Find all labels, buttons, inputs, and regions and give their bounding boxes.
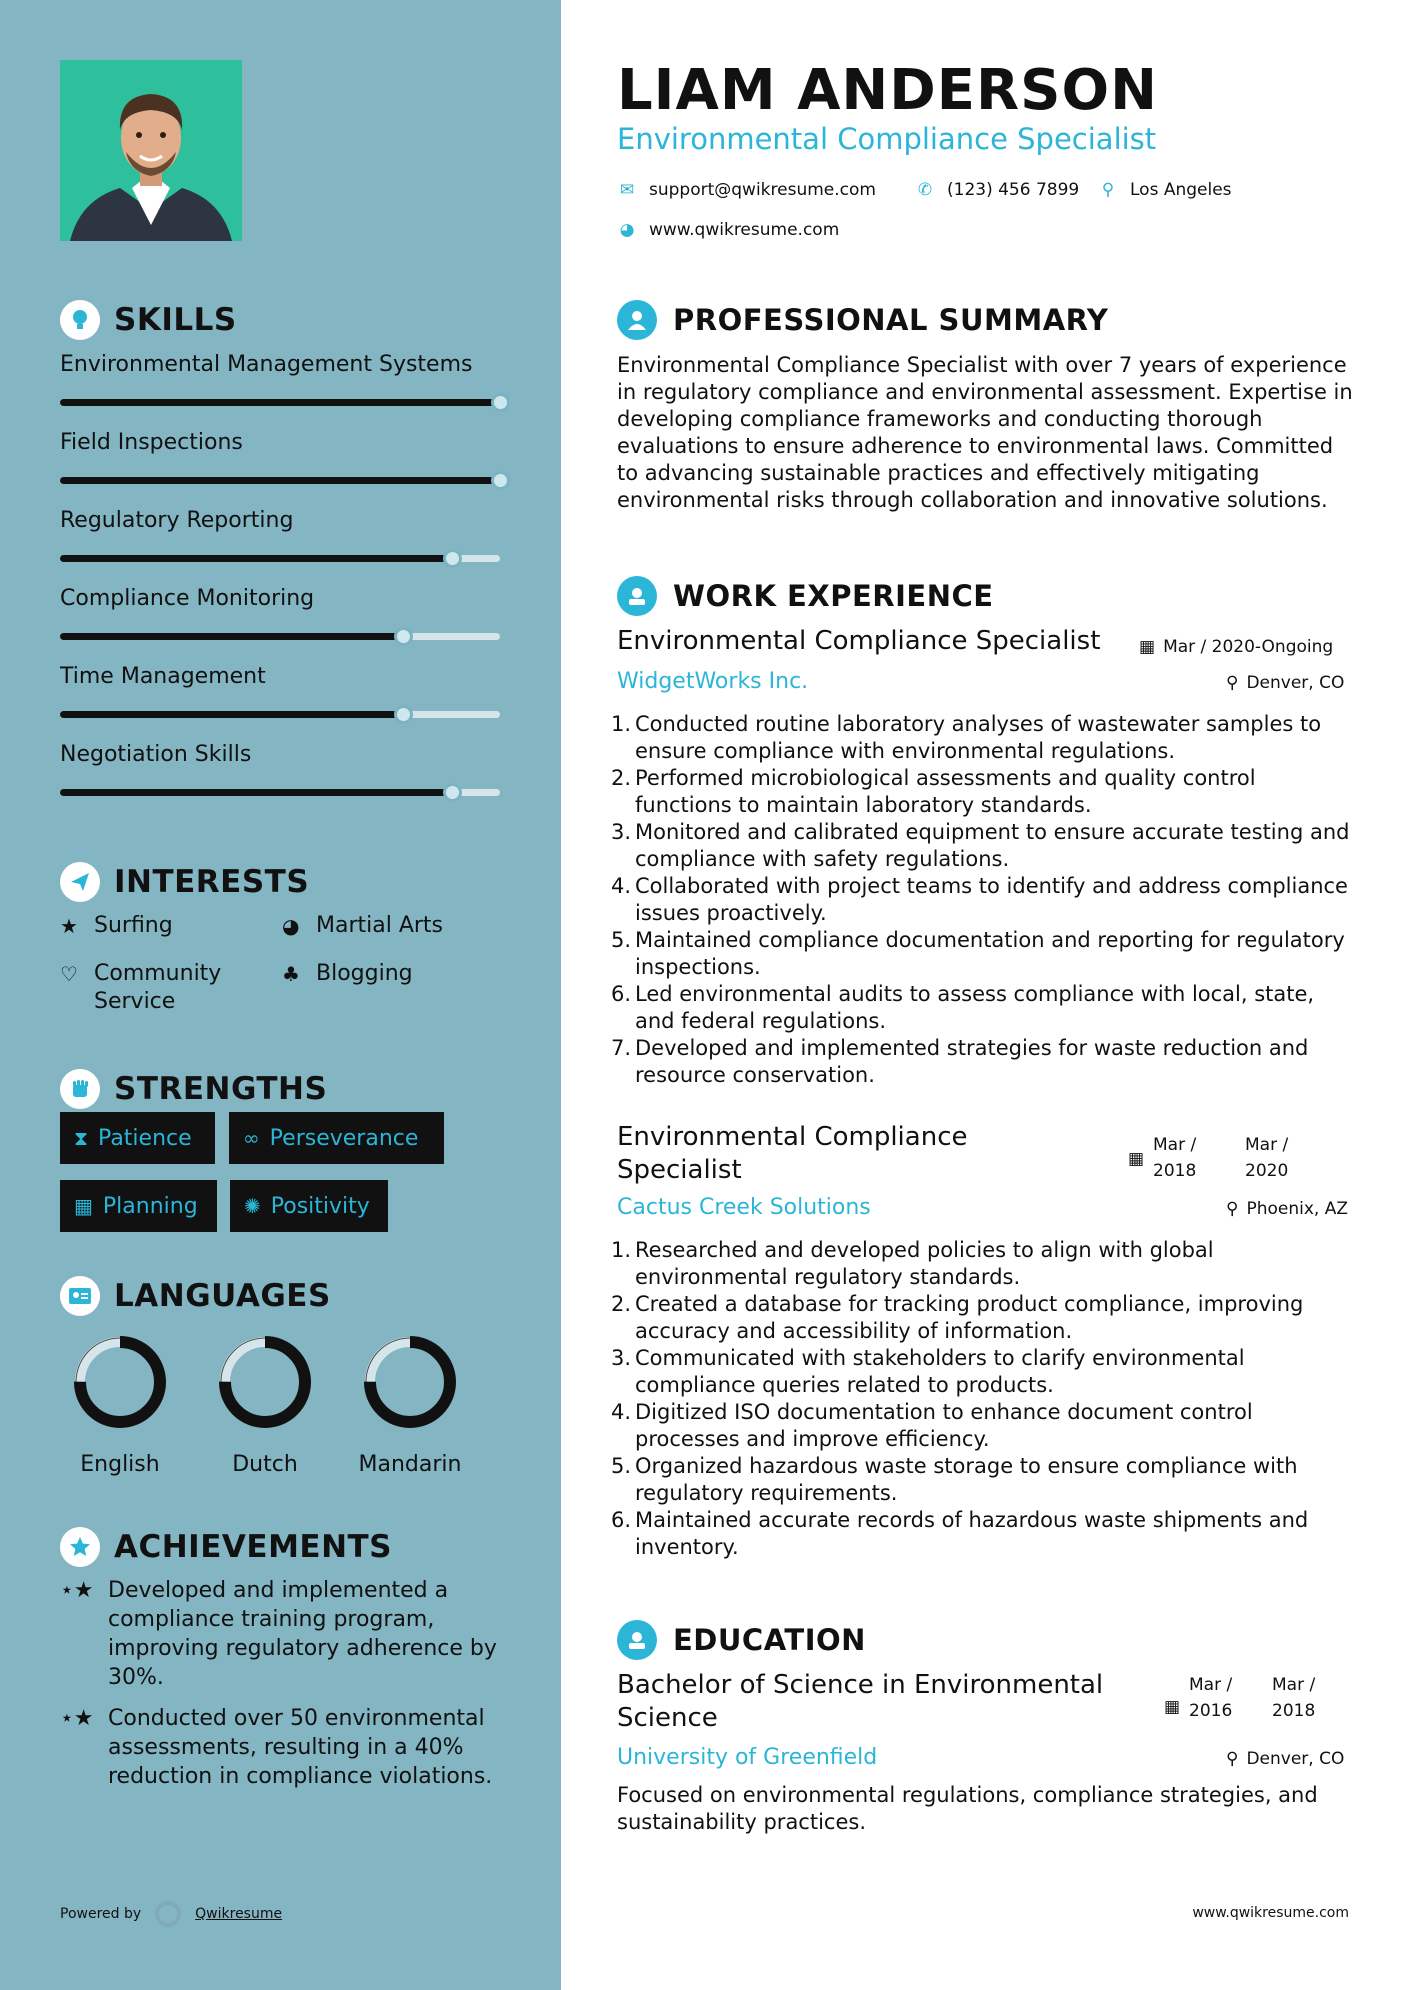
interest-item (282, 960, 413, 988)
id-card-icon (60, 1276, 100, 1316)
skill-name: Time Management (60, 664, 266, 689)
degree-title: Bachelor of Science in Environmental Science (617, 1670, 1104, 1733)
contact-phone[interactable] (915, 180, 1079, 200)
phone-icon: ✆ (917, 180, 933, 200)
skill-bar (60, 555, 500, 562)
sidebar (0, 0, 561, 1990)
language-name: Dutch (232, 1452, 298, 1477)
edu-description: Focused on environmental regulations, compliance strategies, and sustainability practices. (617, 1783, 1318, 1834)
skill-bar-knob (443, 549, 462, 568)
interest-label: Blogging (316, 961, 413, 986)
job-bullet: 5. Organized hazardous waste storage to ensure compliance with regulatory requirements. (610, 1453, 1355, 1507)
user-icon (617, 300, 657, 340)
skill-bar-knob (394, 627, 413, 646)
map-pin-icon: ⚲ (1101, 180, 1115, 200)
experience-heading (617, 576, 994, 616)
interests-title: INTERESTS (114, 864, 310, 900)
envelope-icon: ✉ (619, 180, 635, 200)
interests-heading (60, 862, 309, 902)
skill-bar-fill (60, 477, 500, 484)
job-bullet: 2. Created a database for tracking product compliance, improving accuracy and accessibility of information. (610, 1291, 1355, 1345)
language-item (205, 1332, 325, 1477)
skills-title: SKILLS (114, 302, 237, 338)
interest-label: Community Service (94, 961, 222, 1014)
company-name: WidgetWorks Inc. (617, 669, 809, 694)
globe-icon: ◕ (282, 914, 300, 938)
skill-name: Field Inspections (60, 430, 243, 455)
languages-title: LANGUAGES (114, 1278, 331, 1314)
strength-chip (230, 1180, 388, 1232)
interest-item (60, 960, 260, 1016)
job-location (1226, 673, 1344, 693)
job-bullet-text: Monitored and calibrated equipment to ensure accurate testing and compliance with safety regulations. (635, 820, 1350, 871)
job-location-text: Denver, CO (1246, 673, 1345, 693)
calendar-icon-wrap (1128, 1149, 1144, 1169)
profile-photo (60, 60, 242, 241)
job-bullet: 7. Developed and implemented strategies for waste reduction and resource conservation. (610, 1035, 1355, 1089)
skill-bar (60, 711, 500, 718)
achievement-text: Conducted over 50 environmental assessments, resulting in a 40% reduction in compliance violations. (108, 1706, 493, 1789)
graduation-icon (617, 1620, 657, 1660)
job-bullet: 3. Monitored and calibrated equipment to ensure accurate testing and compliance with safety regulations. (610, 819, 1355, 873)
pin-icon: ⚲ (1226, 673, 1239, 693)
job-bullet: 2. Performed microbiological assessments and quality control functions to maintain laboratory standards. (610, 765, 1355, 819)
job-dates (1139, 637, 1333, 657)
languages-heading (60, 1276, 331, 1316)
job-bullet-text: Maintained accurate records of hazardous waste shipments and inventory. (635, 1508, 1309, 1559)
job-bullet-text: Developed and implemented strategies for waste reduction and resource conservation. (635, 1036, 1309, 1087)
candidate-role: Environmental Compliance Specialist (617, 122, 1157, 156)
skill-item (60, 586, 504, 611)
edu-start-date (1189, 1672, 1232, 1724)
achievements-heading (60, 1527, 392, 1567)
job-bullet-text: Maintained compliance documentation and reporting for regulatory inspections. (635, 928, 1345, 979)
interest-label: Surfing (94, 913, 173, 938)
strengths-title: STRENGTHS (114, 1071, 328, 1107)
contact-website[interactable] (617, 220, 839, 240)
skills-heading (60, 300, 237, 340)
skill-name: Negotiation Skills (60, 742, 252, 767)
calendar-icon: ▦ (1128, 1149, 1145, 1169)
job-end-date (1245, 1132, 1288, 1184)
end-month: Mar / (1272, 1675, 1316, 1695)
calendar-icon: ▦ (1164, 1697, 1181, 1717)
achievement-text: Developed and implemented a compliance training program, improving regulatory adherence by 30%. (108, 1578, 497, 1690)
strength-label: Patience (98, 1125, 192, 1151)
contact-email[interactable] (617, 180, 876, 200)
interest-item (282, 912, 443, 940)
strength-chip (229, 1112, 444, 1164)
pin-icon: ⚲ (1226, 1199, 1239, 1219)
website-text: www.qwikresume.com (649, 220, 840, 240)
candidate-name: LIAM ANDERSON (617, 58, 1158, 123)
job-bullet: 1. Researched and developed policies to align with global environmental regulatory standards. (610, 1237, 1355, 1291)
skill-name: Environmental Management Systems (60, 352, 473, 377)
strength-label: Positivity (270, 1193, 370, 1219)
hand-icon: ♡ (60, 962, 78, 986)
job-title: Environmental Compliance Specialist (617, 626, 1101, 656)
language-ring (70, 1332, 170, 1432)
achievement-item (60, 1704, 500, 1791)
skill-bar (60, 789, 500, 796)
strength-label: Perseverance (269, 1125, 419, 1151)
interest-label: Martial Arts (316, 913, 444, 938)
education-title: EDUCATION (673, 1623, 866, 1657)
language-ring (360, 1332, 460, 1432)
job-bullet: 6. Maintained accurate records of hazardous waste shipments and inventory. (610, 1507, 1355, 1561)
job-bullet: 5. Maintained compliance documentation and reporting for regulatory inspections. (610, 927, 1355, 981)
job-bullet-text: Collaborated with project teams to identify and address compliance issues proactively. (635, 874, 1348, 925)
job-bullet: 4. Digitized ISO documentation to enhance document control processes and improve efficiency. (610, 1399, 1355, 1453)
start-month: Mar / (1189, 1675, 1233, 1695)
skill-item (60, 664, 504, 689)
skill-name: Regulatory Reporting (60, 508, 294, 533)
job-location-text: Phoenix, AZ (1246, 1199, 1348, 1219)
language-name: Mandarin (358, 1452, 462, 1477)
education-heading (617, 1620, 866, 1660)
strength-label: Planning (102, 1193, 198, 1219)
job-bullet-text: Conducted routine laboratory analyses of wastewater samples to ensure compliance with environmental regulations. (635, 712, 1322, 763)
job-bullet-text: Created a database for tracking product compliance, improving accuracy and accessibility of information. (635, 1292, 1304, 1343)
summary-heading (617, 300, 1108, 340)
job-bullet-text: Researched and developed policies to align with global environmental regulatory standards. (635, 1238, 1214, 1289)
edu-end-date (1272, 1672, 1315, 1724)
job-location (1226, 1199, 1348, 1219)
powered-by-label: Powered by (60, 1906, 142, 1922)
strengths-heading (60, 1069, 327, 1109)
edu-location-text: Denver, CO (1246, 1749, 1345, 1769)
job-bullet: 4. Collaborated with project teams to identify and address compliance issues proactively. (610, 873, 1355, 927)
star-icon: ⋆★ (60, 1578, 94, 1603)
job-start-date (1153, 1132, 1196, 1184)
calendar-icon: ▦ (1139, 637, 1156, 657)
contact-location (1098, 180, 1232, 200)
job-title: Environmental Compliance Specialist (617, 1122, 968, 1185)
job-bullet-text: Led environmental audits to assess compliance with local, state, and federal regulations. (635, 982, 1315, 1033)
users-icon: ♣ (282, 962, 300, 986)
globe-icon: ◕ (619, 220, 635, 240)
job-bullet-text: Communicated with stakeholders to clarify environmental compliance queries related to products. (635, 1346, 1245, 1397)
job-dates-text: Mar / 2020-Ongoing (1163, 637, 1334, 657)
phone-text: (123) 456 7899 (947, 180, 1080, 200)
skill-bar (60, 477, 500, 484)
skill-item (60, 430, 504, 455)
skill-bar-fill (60, 633, 403, 640)
star-icon: ⋆★ (60, 1706, 94, 1731)
summary-title: PROFESSIONAL SUMMARY (673, 303, 1109, 337)
skill-bar-knob (394, 705, 413, 724)
language-ring (215, 1332, 315, 1432)
hourglass-icon: ⧗ (74, 1126, 89, 1150)
skill-bar-fill (60, 789, 452, 796)
skill-name: Compliance Monitoring (60, 586, 315, 611)
edu-location (1226, 1749, 1344, 1769)
job-bullet: 1. Conducted routine laboratory analyses of wastewater samples to ensure compliance with environmental regulations. (610, 711, 1355, 765)
start-year: 2018 (1153, 1161, 1197, 1181)
location-text: Los Angeles (1130, 180, 1232, 200)
brand-link[interactable]: Qwikresume (195, 1906, 283, 1922)
language-item (350, 1332, 470, 1477)
start-year: 2016 (1189, 1701, 1233, 1721)
language-name: English (80, 1452, 160, 1477)
end-year: 2020 (1245, 1161, 1289, 1181)
skill-item (60, 352, 504, 377)
calendar-icon: ▦ (74, 1194, 93, 1218)
email-text: support@qwikresume.com (649, 180, 876, 200)
powered-by (60, 1901, 282, 1927)
qwikresume-logo-icon (155, 1901, 181, 1927)
achievement-item (60, 1576, 500, 1692)
strength-chip (60, 1112, 215, 1164)
start-month: Mar / (1153, 1135, 1197, 1155)
skill-item (60, 742, 504, 767)
skill-bar (60, 633, 500, 640)
skill-bar (60, 399, 500, 406)
skill-bar-fill (60, 555, 452, 562)
lightbulb-icon (60, 300, 100, 340)
briefcase-icon (617, 576, 657, 616)
achievements-title: ACHIEVEMENTS (114, 1529, 393, 1565)
job-bullet-text: Performed microbiological assessments and quality control functions to maintain laboratory standards. (635, 766, 1256, 817)
skill-bar-fill (60, 399, 500, 406)
summary-text: Environmental Compliance Specialist with over 7 years of experience in regulatory compliance and environmental assessment. Expertise in developing compliance frameworks and conducting thorough evaluations to ensure adherence to environmental laws. Committed to advancing sustainable practices and effectively mitigating environmental risks through collaboration and innovative solutions. (617, 353, 1353, 512)
skill-bar-knob (443, 783, 462, 802)
company-name: Cactus Creek Solutions (617, 1195, 871, 1220)
skill-item (60, 508, 504, 533)
star-icon: ★ (60, 914, 78, 938)
strength-chip (60, 1180, 217, 1232)
experience-title: WORK EXPERIENCE (673, 579, 994, 613)
job-bullet: 3. Communicated with stakeholders to clarify environmental compliance queries related to products. (610, 1345, 1355, 1399)
language-item (60, 1332, 180, 1477)
calendar-icon-wrap (1164, 1697, 1180, 1717)
skill-bar-knob (491, 471, 510, 490)
pin-icon: ⚲ (1226, 1749, 1239, 1769)
star-badge-icon (60, 1527, 100, 1567)
sun-icon: ✺ (244, 1194, 261, 1218)
job-bullet: 6. Led environmental audits to assess compliance with local, state, and federal regulations. (610, 981, 1355, 1035)
skill-bar-fill (60, 711, 403, 718)
skill-bar-knob (491, 393, 510, 412)
interest-item (60, 912, 173, 940)
job-bullets (610, 711, 1355, 1089)
binoculars-icon: ∞ (243, 1126, 260, 1150)
school-name: University of Greenfield (617, 1745, 878, 1770)
fist-icon (60, 1069, 100, 1109)
job-bullets (610, 1237, 1355, 1561)
end-month: Mar / (1245, 1135, 1289, 1155)
footer-url[interactable]: www.qwikresume.com (1192, 1905, 1349, 1921)
job-bullet-text: Digitized ISO documentation to enhance document control processes and improve efficiency. (635, 1400, 1253, 1451)
paper-plane-icon (60, 862, 100, 902)
job-bullet-text: Organized hazardous waste storage to ensure compliance with regulatory requirements. (635, 1454, 1298, 1505)
end-year: 2018 (1272, 1701, 1316, 1721)
